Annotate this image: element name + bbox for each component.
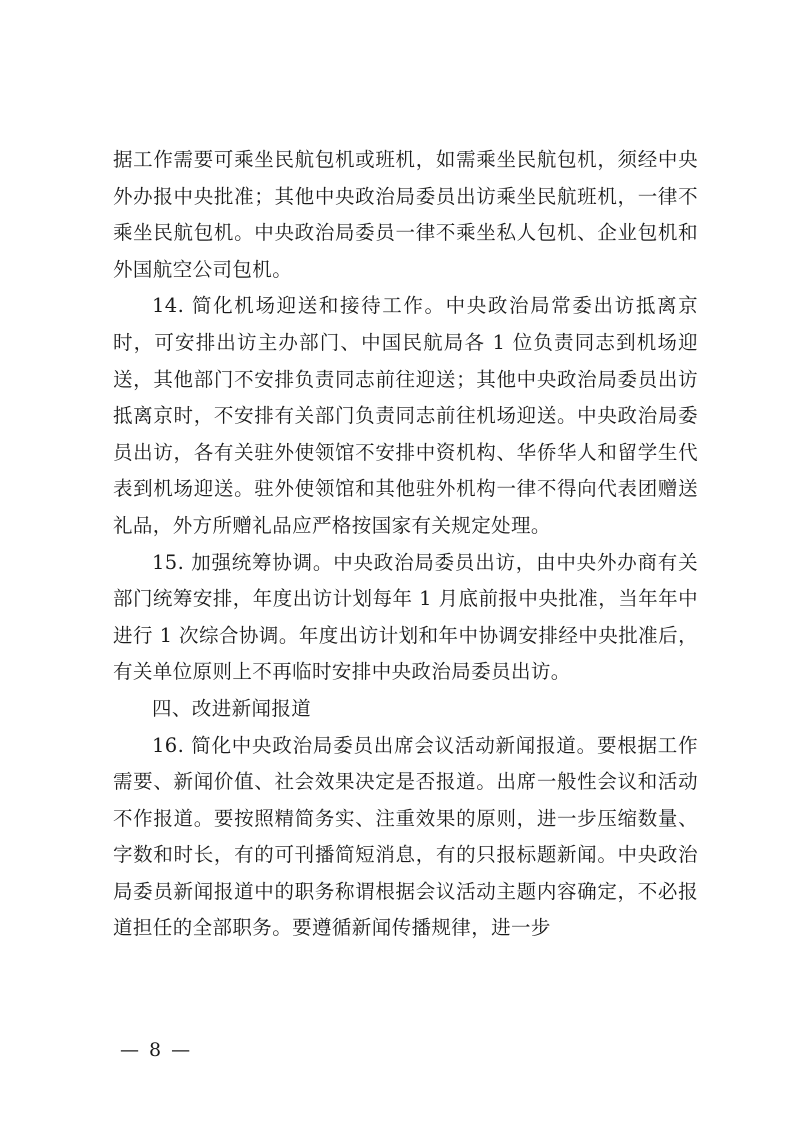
paragraph-continuation: 据工作需要可乘坐民航包机或班机，如需乘坐民航包机，须经中央外办报中央批准；其他中央政治局委员出访乘坐民航班机，一律不乘坐民航包机。中央政治局委员一律不乘坐私人包机、企业包机和外国航空公司包机。	[113, 148, 698, 281]
paragraph-item-14: 14. 简化机场迎送和接待工作。中央政治局常委出访抵离京时，可安排出访主办部门、中国民航局各 1 位负责同志到机场迎送，其他部门不安排负责同志前往迎送；其他中央政治局委员出访抵离京时，不安排有关部门负责同志前往机场迎送。中央政治局委员出访，各有关驻外使领馆不安排中资机构、华侨华人和留学生代表到机场迎送。驻外使领馆和其他驻外机构一律不得向代表团赠送礼品，外方所赠礼品应严格按国家有关规定处理。	[113, 294, 698, 537]
section-heading: 四、改进新闻报道	[152, 696, 312, 720]
paragraph-item-16: 16. 简化中央政治局委员出席会议活动新闻报道。要根据工作需要、新闻价值、社会效果决定是否报道。出席一般性会议和活动不作报道。要按照精简务实、注重效果的原则，进一步压缩数量、字数和时长，有的可刊播简短消息，有的只报标题新闻。中央政治局委员新闻报道中的职务称谓根据会议活动主题内容确定，不必报道担任的全部职务。要遵循新闻传播规律，进一步	[113, 733, 698, 940]
page-number: — 8 —	[120, 1039, 193, 1061]
paragraph-item-15: 15. 加强统筹协调。中央政治局委员出访，由中央外办商有关部门统筹安排，年度出访计划每年 1 月底前报中央批准，当年年中进行 1 次综合协调。年度出访计划和年中协调安排经中央批准后，有关单位原则上不再临时安排中央政治局委员出访。	[113, 550, 698, 684]
document-body	[113, 142, 698, 947]
